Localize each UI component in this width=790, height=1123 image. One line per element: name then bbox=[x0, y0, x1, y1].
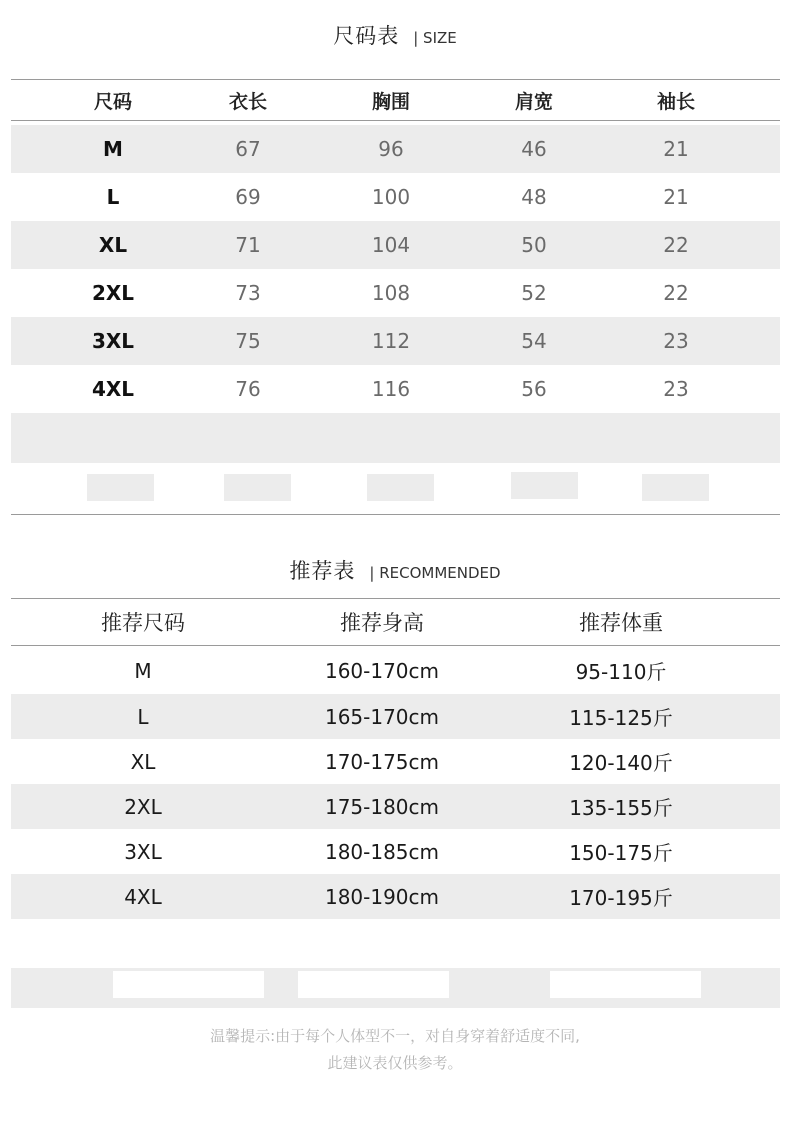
sleeve-value: 21 bbox=[663, 185, 689, 209]
length-value: 71 bbox=[235, 233, 261, 257]
recommend-row bbox=[11, 694, 780, 739]
rec-height: 170-175cm bbox=[324, 749, 440, 774]
shoulder-value: 54 bbox=[521, 329, 547, 353]
placeholder-block bbox=[87, 474, 154, 501]
rec-size: L bbox=[137, 704, 149, 729]
length-value: 73 bbox=[235, 281, 261, 305]
chest-value: 96 bbox=[378, 137, 404, 161]
rec-height: 180-190cm bbox=[324, 884, 440, 909]
shoulder-value: 48 bbox=[521, 185, 547, 209]
size-label: 3XL bbox=[91, 329, 135, 353]
rec-size: 3XL bbox=[124, 839, 162, 864]
size-label: XL bbox=[98, 233, 128, 257]
size-row bbox=[11, 317, 780, 365]
sleeve-value: 21 bbox=[663, 137, 689, 161]
placeholder-block bbox=[224, 474, 291, 501]
size-row bbox=[11, 173, 780, 221]
length-value: 67 bbox=[235, 137, 261, 161]
shoulder-value: 46 bbox=[521, 137, 547, 161]
size-row bbox=[11, 125, 780, 173]
size-bottom-rule bbox=[11, 514, 780, 515]
header-size: 尺码 bbox=[93, 90, 132, 113]
placeholder-block bbox=[642, 474, 709, 501]
footer-placeholder bbox=[113, 971, 264, 998]
placeholder-block bbox=[511, 472, 578, 499]
chest-value: 116 bbox=[371, 377, 411, 401]
size-label: M bbox=[103, 137, 123, 161]
placeholder-block bbox=[367, 474, 434, 501]
rec-size: XL bbox=[130, 749, 156, 774]
shoulder-value: 52 bbox=[521, 281, 547, 305]
shoulder-value: 56 bbox=[521, 377, 547, 401]
rec-height: 160-170cm bbox=[324, 658, 440, 683]
rec-weight: 120-140斤 bbox=[569, 751, 673, 775]
recommend-top-rule bbox=[11, 598, 780, 599]
recommend-table-title bbox=[0, 555, 790, 585]
size-label: L bbox=[106, 185, 120, 209]
recommend-row bbox=[11, 829, 780, 874]
size-header-rule bbox=[11, 120, 780, 121]
empty-row bbox=[11, 413, 780, 463]
recommend-title-cn: 推荐表 bbox=[289, 559, 356, 583]
header-rec-weight: 推荐体重 bbox=[579, 611, 663, 635]
recommend-row bbox=[11, 739, 780, 784]
header-chest: 胸围 bbox=[371, 90, 410, 113]
rec-size: 4XL bbox=[124, 884, 162, 909]
size-row bbox=[11, 221, 780, 269]
length-value: 69 bbox=[235, 185, 261, 209]
rec-height: 180-185cm bbox=[324, 839, 440, 864]
recommend-row bbox=[11, 648, 780, 693]
length-value: 75 bbox=[235, 329, 261, 353]
sleeve-value: 22 bbox=[663, 233, 689, 257]
header-rec-size: 推荐尺码 bbox=[101, 611, 185, 635]
shoulder-value: 50 bbox=[521, 233, 547, 257]
recommend-header-rule bbox=[11, 645, 780, 646]
chest-value: 104 bbox=[371, 233, 411, 257]
size-label: 2XL bbox=[91, 281, 135, 305]
chest-value: 100 bbox=[371, 185, 411, 209]
header-rec-height: 推荐身高 bbox=[340, 611, 424, 635]
size-label: 4XL bbox=[91, 377, 135, 401]
sleeve-value: 22 bbox=[663, 281, 689, 305]
size-title-cn: 尺码表 bbox=[333, 24, 400, 48]
rec-weight: 150-175斤 bbox=[569, 841, 673, 865]
footer-placeholder bbox=[550, 971, 701, 998]
recommend-title-en: | RECOMMENDED bbox=[369, 564, 501, 582]
rec-weight: 170-195斤 bbox=[569, 886, 673, 910]
footer-placeholder bbox=[298, 971, 449, 998]
size-row bbox=[11, 269, 780, 317]
rec-weight: 95-110斤 bbox=[575, 660, 667, 684]
recommend-row bbox=[11, 874, 780, 919]
rec-size: 2XL bbox=[124, 794, 162, 819]
header-length: 衣长 bbox=[228, 90, 267, 113]
size-row bbox=[11, 365, 780, 413]
rec-size: M bbox=[134, 658, 152, 683]
sleeve-value: 23 bbox=[663, 377, 689, 401]
rec-weight: 135-155斤 bbox=[569, 796, 673, 820]
recommend-row bbox=[11, 784, 780, 829]
recommend-header-row bbox=[11, 600, 780, 644]
size-title-en: | SIZE bbox=[413, 29, 457, 47]
header-sleeve: 袖长 bbox=[656, 90, 695, 113]
tip-line-2: 此建议表仅供参考。 bbox=[327, 1054, 463, 1072]
rec-weight: 115-125斤 bbox=[569, 706, 673, 730]
rec-height: 165-170cm bbox=[324, 704, 440, 729]
chest-value: 112 bbox=[371, 329, 411, 353]
sleeve-value: 23 bbox=[663, 329, 689, 353]
size-table-title bbox=[0, 20, 790, 50]
size-header-row bbox=[11, 80, 780, 120]
header-shoulder: 肩宽 bbox=[514, 90, 553, 113]
length-value: 76 bbox=[235, 377, 261, 401]
tip-line-1: 温馨提示:由于每个人体型不一，对自身穿着舒适度不同, bbox=[210, 1027, 580, 1045]
rec-height: 175-180cm bbox=[324, 794, 440, 819]
chest-value: 108 bbox=[371, 281, 411, 305]
